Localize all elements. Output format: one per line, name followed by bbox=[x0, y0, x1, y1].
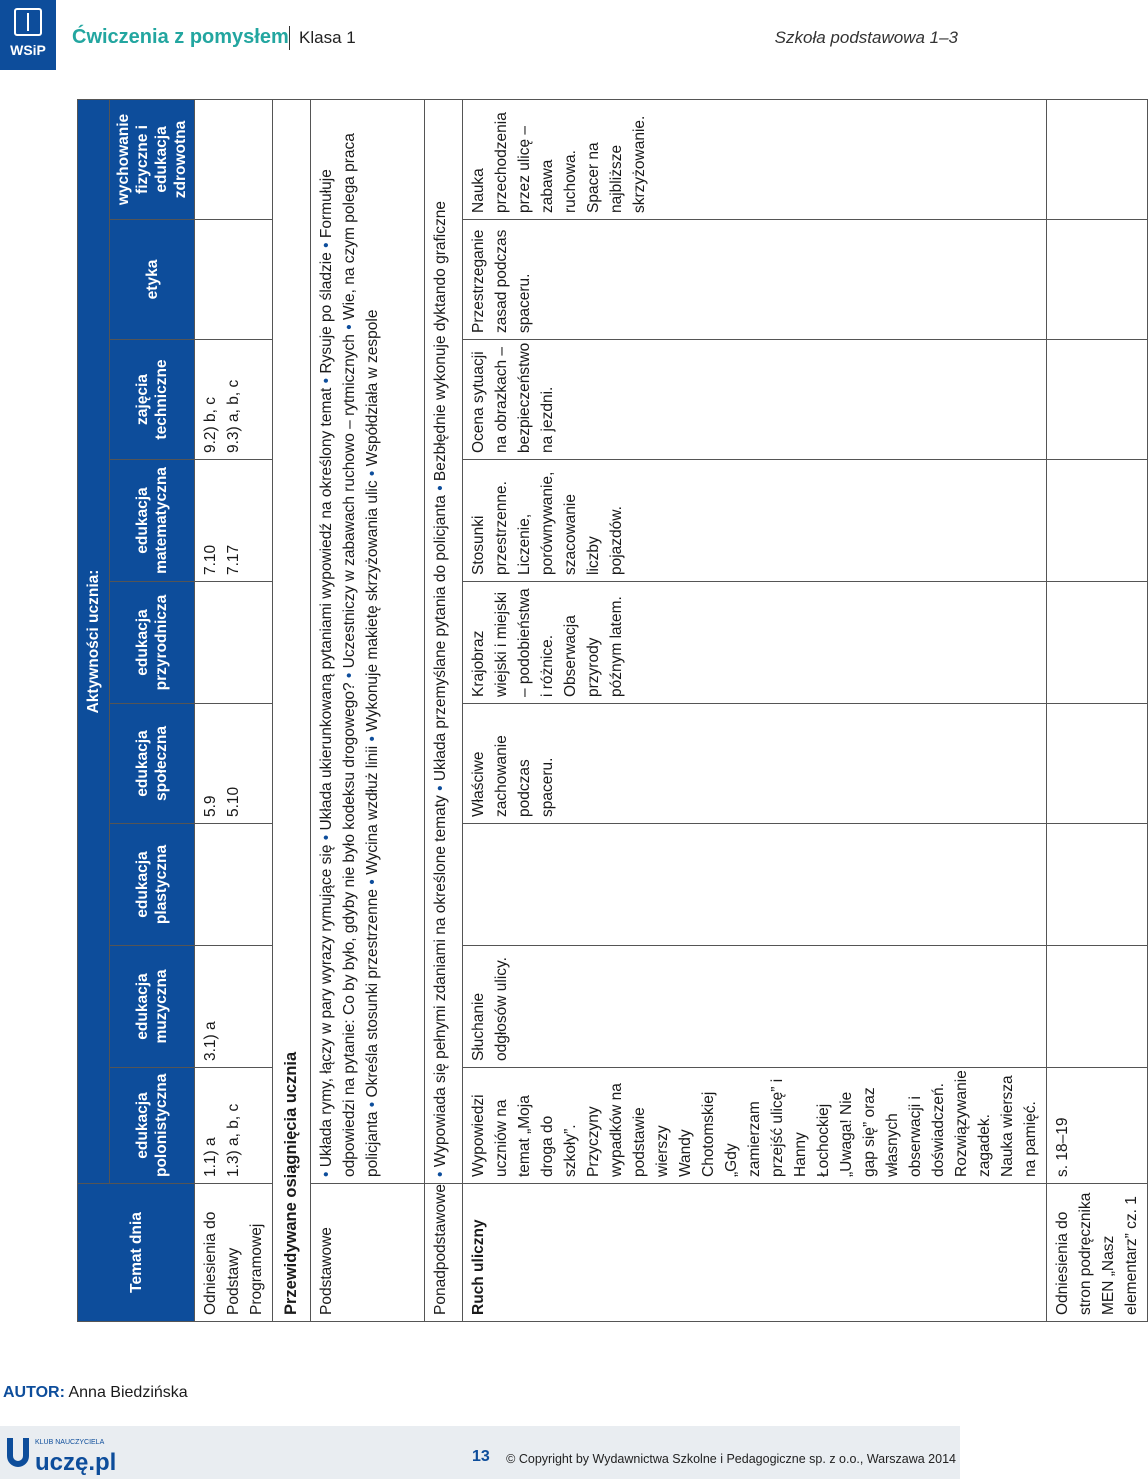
author-label: AUTOR: bbox=[3, 1384, 65, 1401]
u-mark-icon bbox=[7, 1438, 29, 1467]
curriculum-ref-cell: 7.10 7.17 bbox=[195, 460, 273, 582]
activity-cell: Stosunki przestrzenne. Liczenie, porównywanie, szacowanie liczby pojazdów. bbox=[463, 460, 1047, 582]
lesson-plan-sheet bbox=[77, 100, 1140, 1322]
textbook-page-cell bbox=[1047, 99, 1148, 219]
class-label: Klasa 1 bbox=[299, 28, 356, 47]
topic-name: Ruch uliczny bbox=[463, 1184, 1047, 1322]
subject-header: edukacja społeczna bbox=[110, 704, 195, 824]
bullet-icon: • bbox=[318, 373, 335, 388]
basic-outcome-item: Wykonuje makietę skrzyżowania ulic bbox=[364, 480, 381, 732]
curriculum-ref-cell bbox=[195, 220, 273, 340]
topic-header: Temat dnia bbox=[78, 1184, 195, 1322]
page-title: Ćwiczenia z pomysłem bbox=[72, 26, 289, 48]
bullet-icon: • bbox=[432, 481, 449, 496]
title-divider bbox=[289, 26, 290, 50]
curriculum-ref-cell: 9.2) b, c 9.3) a, b, c bbox=[195, 340, 273, 460]
textbook-page-cell bbox=[1047, 220, 1148, 340]
advanced-outcomes bbox=[425, 99, 463, 1183]
curriculum-ref-cell: 1.1) a 1.3) a, b, c bbox=[195, 1068, 273, 1184]
author-line bbox=[3, 1384, 188, 1402]
activity-cell: Przestrzeganie zasad podczas spaceru. bbox=[463, 220, 1047, 340]
subject-header: edukacja przyrodnicza bbox=[110, 582, 195, 704]
activity-cell: Słuchanie odgłosów ulicy. bbox=[463, 946, 1047, 1068]
activity-cell: Właściwe zachowanie podczas spaceru. bbox=[463, 704, 1047, 824]
textbook-page-cell bbox=[1047, 582, 1148, 704]
bullet-icon: • bbox=[364, 1097, 381, 1112]
bullet-icon: • bbox=[318, 830, 335, 845]
textbook-page-cell bbox=[1047, 704, 1148, 824]
activity-cell: Wypowiedzi uczniów na temat „Moja droga do szkoły”. Przyczyny wypadków na podstawie wierszy Wandy Chotomskiej „Gdy zamierzam przejść ulicę” i Hanny Łochockiej „Uwaga! Nie gap się” oraz własnych obserwacji i doświadczeń. Rozwiązywanie zagadek. Nauka wiersza na pamięć. bbox=[463, 1068, 1047, 1184]
bullet-icon: • bbox=[364, 731, 381, 746]
basic-outcome-item: Formułuje odpowiedzi na pytanie: Co by było, gdyby nie było kodeksu drogowego? bbox=[318, 169, 358, 1177]
basic-outcome-item: Rysuje po śladzie bbox=[318, 252, 335, 374]
basic-label: Podstawowe bbox=[311, 1184, 425, 1322]
book-icon bbox=[14, 8, 42, 36]
activity-cell: Ocena sytuacji na obrazkach – bezpieczeństwo na jezdni. bbox=[463, 340, 1047, 460]
author-name: Anna Biedzińska bbox=[68, 1384, 188, 1401]
textbook-label: Odniesienia do stron podręcznika MEN „Nasz elementarz” cz. 1 bbox=[1047, 1184, 1148, 1322]
advanced-outcome-item: Bezbłędnie wykonuje dyktando graficzne bbox=[432, 201, 449, 482]
bullet-icon: • bbox=[364, 466, 381, 481]
activity-cell bbox=[463, 824, 1047, 946]
activity-cell: Krajobraz wiejski i miejski – podobieństwa i różnice. Obserwacja przyrody późnym latem. bbox=[463, 582, 1047, 704]
copyright: © Copyright by Wydawnictwa Szkolne i Pedagogiczne sp. z o.o., Warszawa 2014 bbox=[506, 1452, 956, 1466]
wsip-logo bbox=[0, 0, 56, 70]
bullet-icon: • bbox=[341, 668, 358, 683]
advanced-label: Ponadpodstawowe bbox=[425, 1184, 463, 1322]
curriculum-ref-cell bbox=[195, 582, 273, 704]
basic-outcome-item: Współdziała w zespole bbox=[364, 309, 381, 467]
curriculum-ref-cell: 3.1) a bbox=[195, 946, 273, 1068]
activities-header: Aktywności ucznia: bbox=[78, 99, 110, 1183]
curriculum-ref-cell bbox=[195, 824, 273, 946]
bullet-icon: • bbox=[341, 320, 358, 335]
subject-header: edukacja muzyczna bbox=[110, 946, 195, 1068]
curriculum-ref-cell bbox=[195, 99, 273, 219]
ref-label: Odniesienia do Podstawy Programowej bbox=[195, 1184, 273, 1322]
subject-header: etyka bbox=[110, 220, 195, 340]
textbook-page-cell bbox=[1047, 460, 1148, 582]
basic-outcome-item: Określa stosunki przestrzenne bbox=[364, 888, 381, 1098]
bullet-icon: • bbox=[364, 874, 381, 889]
curriculum-ref-cell: 5.9 5.10 bbox=[195, 704, 273, 824]
textbook-page-cell bbox=[1047, 340, 1148, 460]
subject-header: edukacja matematyczna bbox=[110, 460, 195, 582]
club-small-text: KLUB NAUCZYCIELA bbox=[35, 1439, 105, 1446]
school-level: Szkoła podstawowa 1–3 bbox=[774, 28, 958, 47]
page-number: 13 bbox=[472, 1448, 490, 1465]
club-logo-text: uczę.pl bbox=[35, 1449, 117, 1476]
basic-outcome-item: Układa ukierunkowaną pytaniami wypowiedź na określony temat bbox=[318, 387, 335, 831]
subject-header: zajęcia techniczne bbox=[110, 340, 195, 460]
subject-header: edukacja polonistyczna bbox=[110, 1068, 195, 1184]
activity-cell: Nauka przechodzenia przez ulicę – zabawa ruchowa. Spacer na najbliższe skrzyżowanie. bbox=[463, 99, 1047, 219]
wsip-brand: WSiP bbox=[10, 42, 46, 58]
bullet-icon: • bbox=[318, 1167, 335, 1177]
advanced-outcome-item: Układa przemyślane pytania do policjanta bbox=[432, 495, 449, 782]
textbook-page-cell bbox=[1047, 946, 1148, 1068]
basic-outcome-item: Wie, na czym polega praca policjanta bbox=[341, 133, 381, 1177]
basic-outcome-item: Układa rymy, łączy w pary wyrazy rymujące się bbox=[318, 844, 335, 1168]
lesson-plan-table bbox=[77, 99, 1148, 1322]
outcomes-title: Przewidywane osiągnięcia ucznia bbox=[273, 99, 311, 1321]
advanced-outcome-item: Wypowiada się pełnymi zdaniami na określone tematy bbox=[432, 795, 449, 1168]
klub-nauczyciela-logo bbox=[3, 1432, 143, 1476]
bullet-icon: • bbox=[432, 1167, 449, 1177]
textbook-page-cell bbox=[1047, 824, 1148, 946]
bullet-icon: • bbox=[318, 238, 335, 253]
basic-outcomes bbox=[311, 99, 425, 1183]
subject-header: wychowanie fizyczne i edukacja zdrowotna bbox=[110, 99, 195, 219]
textbook-page-cell: s. 18–19 bbox=[1047, 1068, 1148, 1184]
basic-outcome-item: Wycina wzdłuż linii bbox=[364, 745, 381, 875]
subject-header: edukacja plastyczna bbox=[110, 824, 195, 946]
basic-outcome-item: Uczestniczy w zabawach ruchowo – rytmicznych bbox=[341, 334, 358, 669]
bullet-icon: • bbox=[432, 781, 449, 796]
